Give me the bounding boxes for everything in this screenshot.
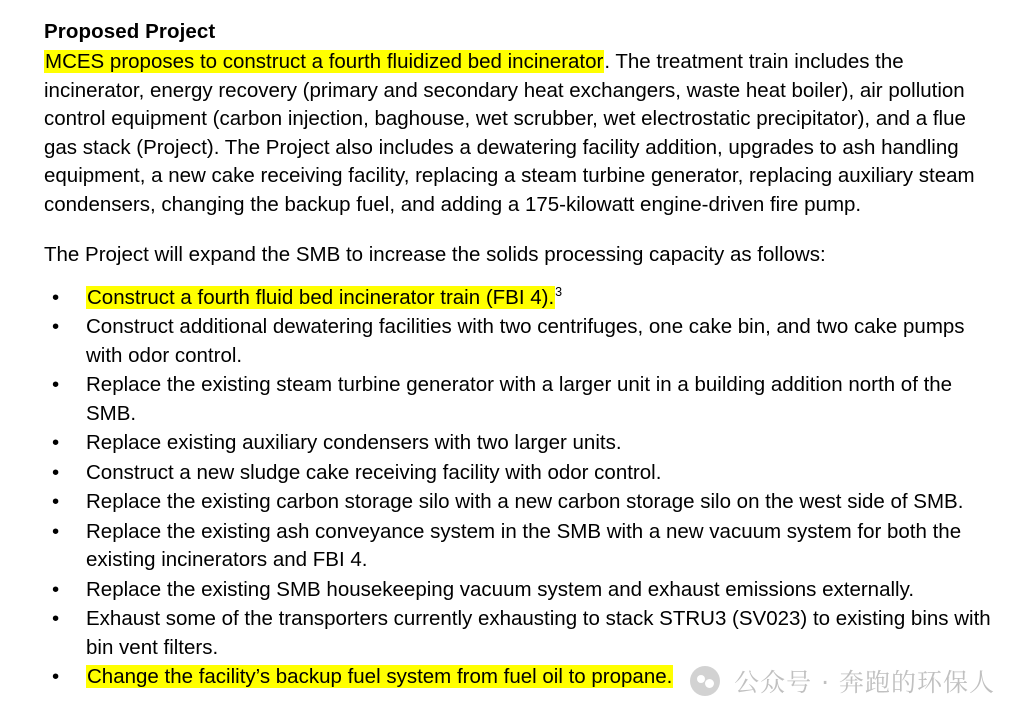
list-item-label: Replace existing auxiliary condensers with two larger units.	[86, 431, 622, 454]
list-item-label: Construct additional dewatering facilities with two centrifuges, one cake bin, and two cake pumps with odor control.	[86, 315, 965, 367]
list-item-label: Replace the existing steam turbine generator with a larger unit in a building addition north of the SMB.	[86, 373, 953, 425]
bullet-icon: •	[52, 519, 60, 543]
list-item-label: Change the facility’s backup fuel system from fuel oil to propane.	[87, 665, 673, 688]
list-item-label: Exhaust some of the transporters currently exhausting to stack STRU3 (SV023) to existing bins with bin vent filters.	[86, 607, 991, 659]
watermark-label: 公众号 · 奔跑的环保人	[734, 668, 995, 697]
footnote-marker: 3	[555, 284, 563, 299]
bullet-icon: •	[52, 607, 60, 630]
paragraph-proposed-project	[44, 48, 991, 219]
list-item-label: Replace the existing carbon storage silo with a new carbon storage silo on the west side of SMB.	[86, 490, 964, 513]
list-item	[44, 459, 991, 488]
bullet-icon: •	[52, 577, 60, 601]
list-item	[44, 488, 991, 517]
list-item-label: Construct a new sludge cake receiving facility with odor control.	[86, 460, 662, 484]
project-scope-list	[44, 284, 991, 692]
list-item	[44, 284, 991, 313]
list-item	[44, 371, 991, 428]
paragraph-1-rest: . The treatment train includes the incinerator, energy recovery (primary and secondary heat exchangers, waste heat boiler), air pollution control equipment (carbon injection, baghouse, wet scrubber, wet electrostatic precipitator), and a flue gas stack (Project). The Project also includes a dewatering facility addition, upgrades to ash handling equipment, a new cake receiving facility, replacing a steam turbine generator, replacing auxiliary steam condensers, changing the backup fuel, and adding a 175-kilowatt engine-driven fire pump.	[44, 50, 975, 216]
page-title: Proposed Project	[44, 20, 216, 43]
list-item-label: Replace the existing ash conveyance system in the SMB with a new vacuum system for both the existing incinerators and FBI 4.	[86, 519, 962, 571]
bullet-icon: •	[52, 373, 60, 396]
list-item	[44, 429, 991, 458]
list-item	[44, 663, 991, 692]
bullet-icon: •	[52, 315, 60, 338]
list-item-label: Construct a fourth fluid bed incinerator train (FBI 4).	[87, 285, 555, 309]
bullet-icon: •	[52, 460, 60, 484]
bullet-icon: •	[52, 490, 60, 513]
paragraph-expansion-intro: The Project will expand the SMB to increase the solids processing capacity as follows:	[44, 243, 826, 266]
list-item	[44, 313, 991, 370]
bullet-icon: •	[52, 285, 60, 309]
list-item	[44, 605, 991, 662]
list-item	[44, 518, 991, 575]
highlighted-text-1: MCES proposes to construct a fourth fluidized bed incinerator	[45, 50, 604, 73]
list-item	[44, 576, 991, 605]
bullet-icon: •	[52, 665, 60, 688]
bullet-icon: •	[52, 431, 60, 454]
list-item-label: Replace the existing SMB housekeeping vacuum system and exhaust emissions externally.	[86, 577, 915, 601]
